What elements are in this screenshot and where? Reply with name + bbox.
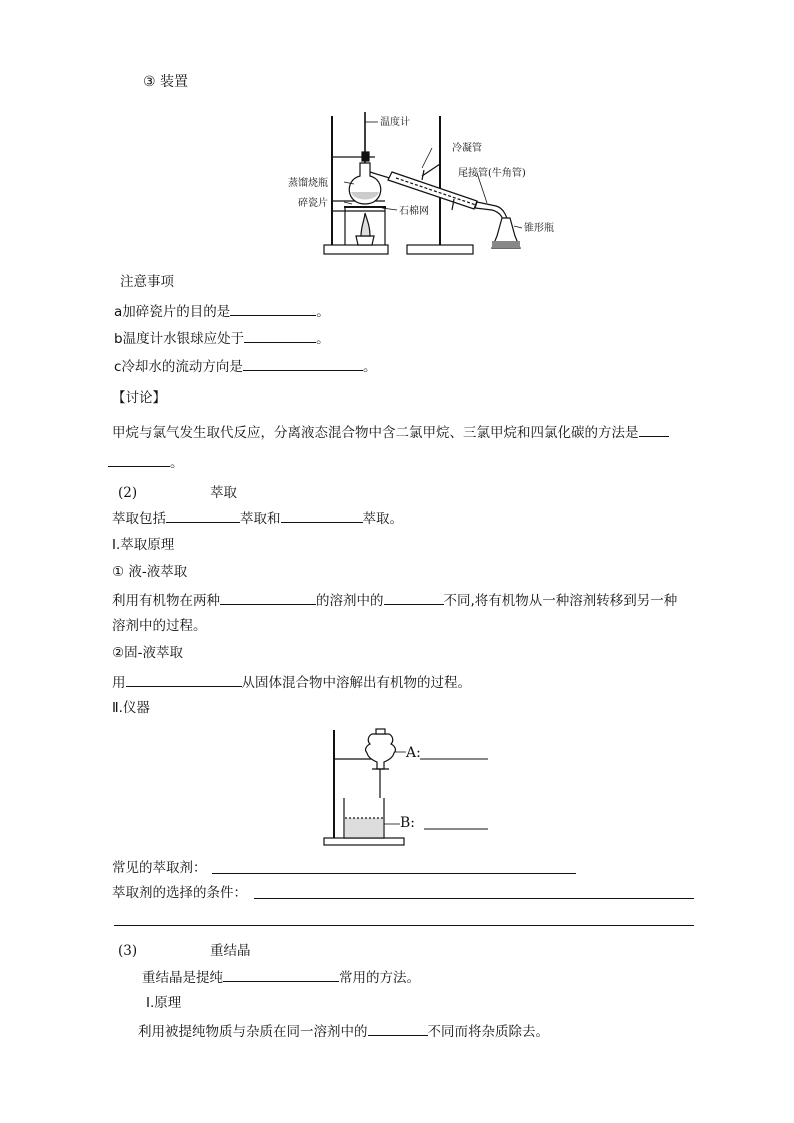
extraction-text-c: 萃取。	[362, 511, 403, 527]
recrystallization-title: 重结晶	[210, 943, 251, 959]
ll-text-b: 的溶剂中的	[316, 593, 384, 609]
note-c-text: c冷却水的流动方向是	[114, 359, 243, 375]
label-flask: 蒸馏烧瓶	[288, 178, 328, 189]
instrument-heading: Ⅱ.仪器	[112, 700, 150, 716]
separatory-funnel-figure	[320, 726, 500, 848]
discussion-blank-2[interactable]	[108, 451, 170, 467]
label-chips: 碎瓷片	[298, 198, 328, 209]
note-b-blank[interactable]	[244, 327, 316, 343]
label-gauze: 石棉网	[399, 206, 429, 217]
ll-blank-2[interactable]	[384, 589, 444, 605]
note-a-end: 。	[316, 304, 330, 320]
discussion-heading: 【讨论】	[112, 390, 166, 406]
discussion-line-2	[108, 451, 184, 473]
notes-heading: 注意事项	[120, 274, 174, 290]
label-B: B:	[400, 815, 416, 831]
recrystallization-number: (3)	[118, 943, 138, 959]
common-extractants-blank[interactable]	[212, 873, 576, 874]
recryst-text-b: 常用的方法。	[339, 970, 420, 986]
extraction-title: 萃取	[210, 485, 237, 501]
label-condenser: 冷凝管	[452, 143, 482, 154]
recryst-text-a: 重结晶是提纯	[142, 970, 223, 986]
label-thermometer: 温度计	[380, 117, 410, 128]
note-b-text: b温度计水银球应处于	[114, 331, 245, 347]
note-c	[114, 355, 376, 377]
note-c-blank[interactable]	[243, 355, 363, 371]
note-c-end: 。	[362, 359, 377, 375]
principle-text-b: 不同而将杂质除去。	[427, 1024, 549, 1040]
section-title: ③ 装置	[143, 74, 189, 90]
sl-text-a: 用	[112, 675, 126, 691]
recrystallization-principle: Ⅰ.原理	[146, 995, 182, 1011]
extraction-blank-2[interactable]	[281, 507, 363, 523]
recryst-blank[interactable]	[223, 966, 339, 982]
extractant-conditions-blank-1[interactable]	[254, 898, 694, 899]
extraction-text-b: 萃取和	[240, 511, 281, 527]
note-b-end: 。	[316, 331, 330, 347]
recrystallization-principle-line	[138, 1020, 549, 1042]
note-a	[114, 300, 330, 322]
ll-blank-1[interactable]	[220, 589, 316, 605]
extractant-conditions-label: 萃取剂的选择的条件：	[112, 885, 247, 901]
label-conical: 锥形瓶	[524, 223, 554, 234]
ll-text-a: 利用有机物在两种	[112, 593, 220, 609]
principle-text-a: 利用被提纯物质与杂质在同一溶剂中的	[138, 1024, 368, 1040]
discussion-text: 甲烷与氯气发生取代反应，分离液态混合物中含二氯甲烷、三氯甲烷和四氯化碳的方法是	[112, 425, 639, 441]
note-b	[114, 327, 330, 349]
extractant-conditions-blank-2[interactable]	[114, 925, 694, 926]
discussion-blank-1[interactable]	[639, 421, 669, 437]
distillation-apparatus-figure	[282, 108, 557, 263]
principle-blank[interactable]	[368, 1020, 428, 1036]
liquid-liquid-title: ① 液-液萃取	[112, 564, 188, 580]
discussion-end: 。	[170, 455, 184, 471]
solid-liquid-line	[112, 671, 471, 693]
extraction-principle: Ⅰ.萃取原理	[112, 537, 175, 553]
note-a-blank[interactable]	[230, 300, 316, 316]
recrystallization-line	[142, 966, 420, 988]
sl-text-b: 从固体混合物中溶解出有机物的过程。	[241, 675, 471, 691]
extraction-line	[112, 507, 403, 529]
solid-liquid-title: ②固-液萃取	[112, 645, 183, 661]
extraction-number: (2)	[118, 485, 138, 501]
discussion-line	[112, 421, 669, 443]
extraction-blank-1[interactable]	[166, 507, 240, 523]
sl-blank[interactable]	[126, 671, 242, 687]
common-extractants-label: 常见的萃取剂：	[112, 860, 207, 876]
label-adapter: 尾接管(牛角管)	[458, 168, 526, 179]
label-A: A:	[406, 745, 421, 761]
note-a-text: a加碎瓷片的目的是	[114, 304, 231, 320]
liquid-liquid-line	[112, 589, 677, 611]
ll-text-c: 不同,将有机物从一种溶剂转移到另一种	[443, 593, 678, 609]
liquid-liquid-line-2: 溶剂中的过程。	[112, 618, 207, 634]
extraction-text-a: 萃取包括	[112, 511, 166, 527]
